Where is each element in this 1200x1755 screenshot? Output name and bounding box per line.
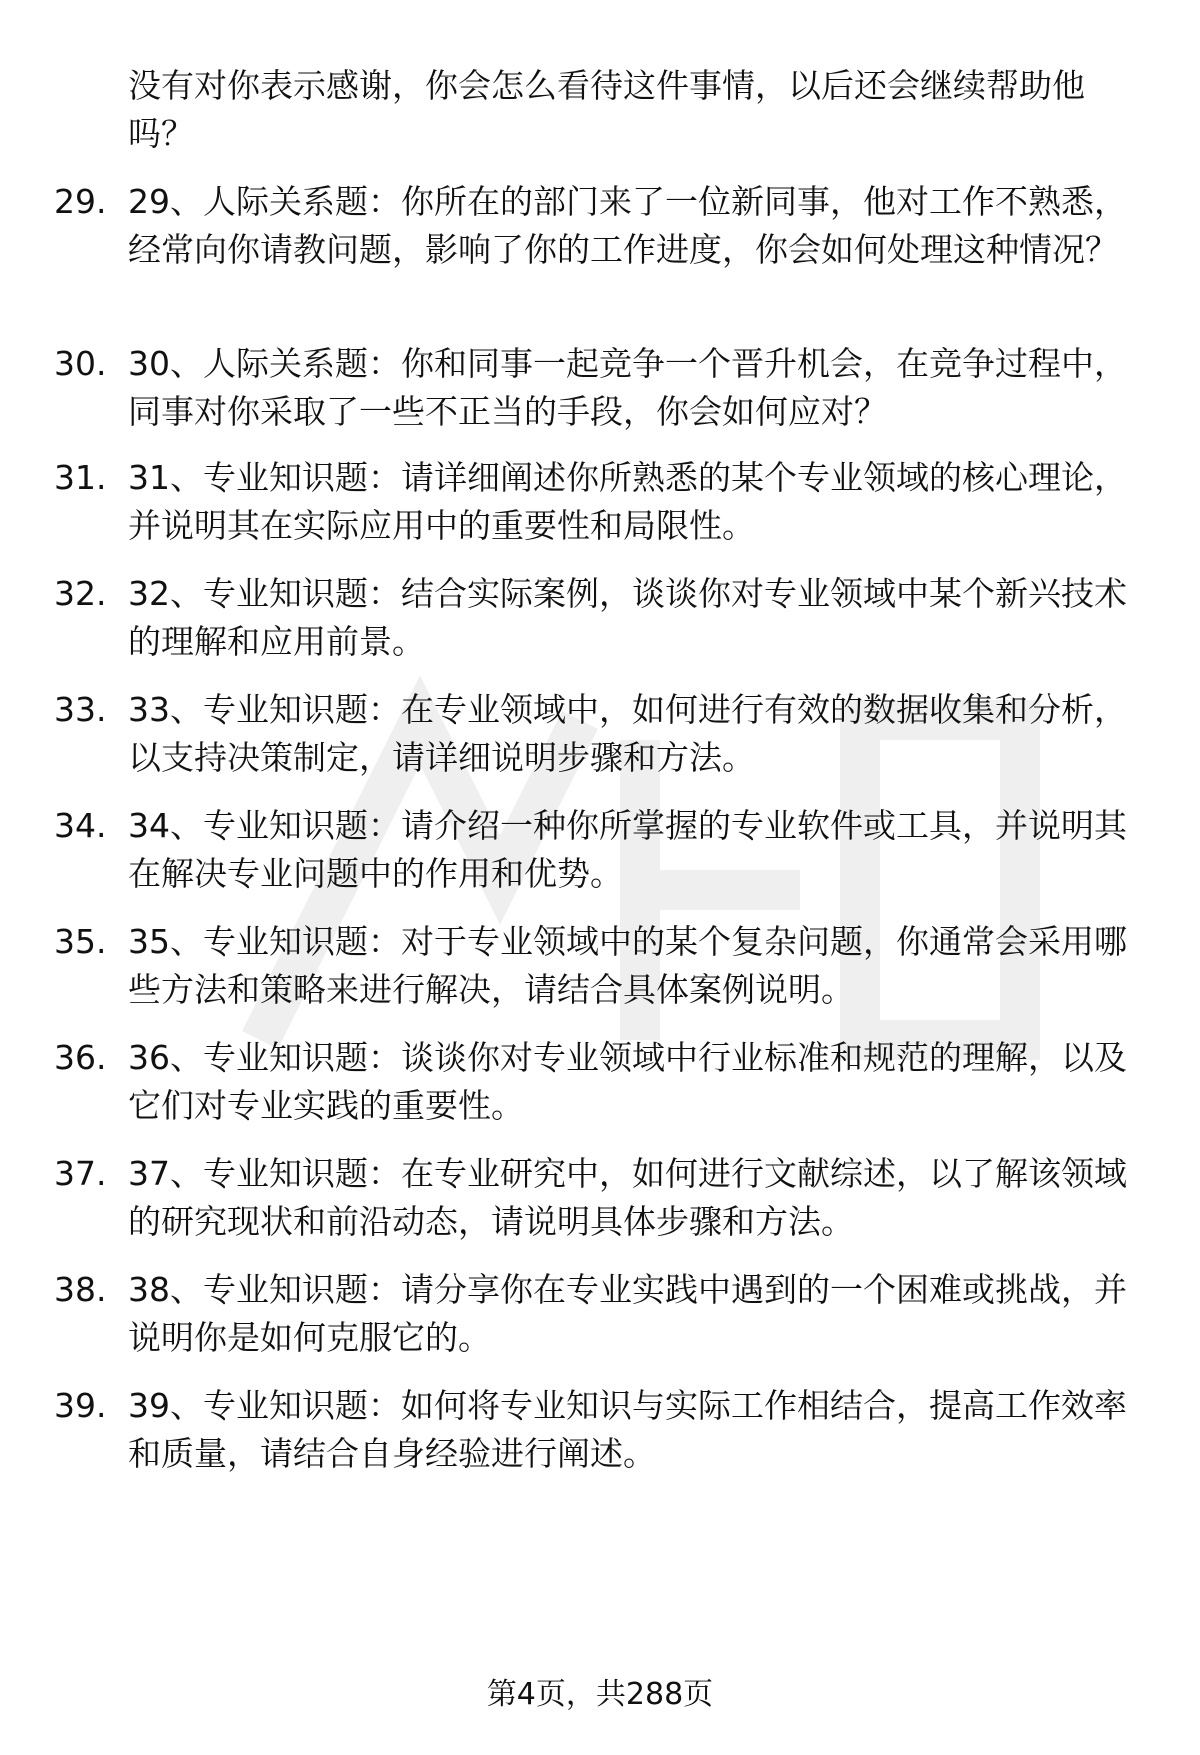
list-item-number: 31. xyxy=(54,458,107,497)
continuation-text: 没有对你表示感谢，你会怎么看待这件事情，以后还会继续帮助他吗？ xyxy=(128,66,1085,153)
list-item-text: 30、人际关系题：你和同事一起竞争一个晋升机会，在竞争过程中，同事对你采取了一些不正当的手段，你会如何应对？ xyxy=(128,344,1127,431)
list-item-number: 36. xyxy=(54,1038,107,1077)
list-item-number: 34. xyxy=(54,806,107,845)
page-footer: 第4页，共288页 xyxy=(486,1677,714,1712)
list-item-number: 29. xyxy=(54,182,107,221)
list-item-text: 37、专业知识题：在专业研究中，如何进行文献综述，以了解该领域的研究现状和前沿动态，请说明具体步骤和方法。 xyxy=(128,1154,1127,1241)
list-item-number: 35. xyxy=(54,922,107,961)
list-item-number: 32. xyxy=(54,574,107,613)
list-item-text: 36、专业知识题：谈谈你对专业领域中行业标准和规范的理解，以及它们对专业实践的重要性。 xyxy=(128,1038,1127,1125)
list-item-text: 39、专业知识题：如何将专业知识与实际工作相结合，提高工作效率和质量，请结合自身经验进行阐述。 xyxy=(128,1386,1127,1473)
list-item-text: 34、专业知识题：请介绍一种你所掌握的专业软件或工具，并说明其在解决专业问题中的作用和优势。 xyxy=(128,806,1127,893)
list-item-text: 32、专业知识题：结合实际案例，谈谈你对专业领域中某个新兴技术的理解和应用前景。 xyxy=(128,574,1127,661)
list-item-number: 33. xyxy=(54,690,107,729)
list-item-text: 38、专业知识题：请分享你在专业实践中遇到的一个困难或挑战，并说明你是如何克服它的。 xyxy=(128,1270,1127,1357)
list-item-text: 29、人际关系题：你所在的部门来了一位新同事，他对工作不熟悉，经常向你请教问题，影响了你的工作进度，你会如何处理这种情况？ xyxy=(128,182,1127,269)
list-item-text: 33、专业知识题：在专业领域中，如何进行有效的数据收集和分析，以支持决策制定，请详细说明步骤和方法。 xyxy=(128,690,1127,777)
list-item-text: 35、专业知识题：对于专业领域中的某个复杂问题，你通常会采用哪些方法和策略来进行解决，请结合具体案例说明。 xyxy=(128,922,1127,1009)
list-item-number: 30. xyxy=(54,344,107,383)
list-item-number: 37. xyxy=(54,1154,107,1193)
list-item-number: 39. xyxy=(54,1386,107,1425)
list-item-text: 31、专业知识题：请详细阐述你所熟悉的某个专业领域的核心理论，并说明其在实际应用中的重要性和局限性。 xyxy=(128,458,1127,545)
list-item-number: 38. xyxy=(54,1270,107,1309)
